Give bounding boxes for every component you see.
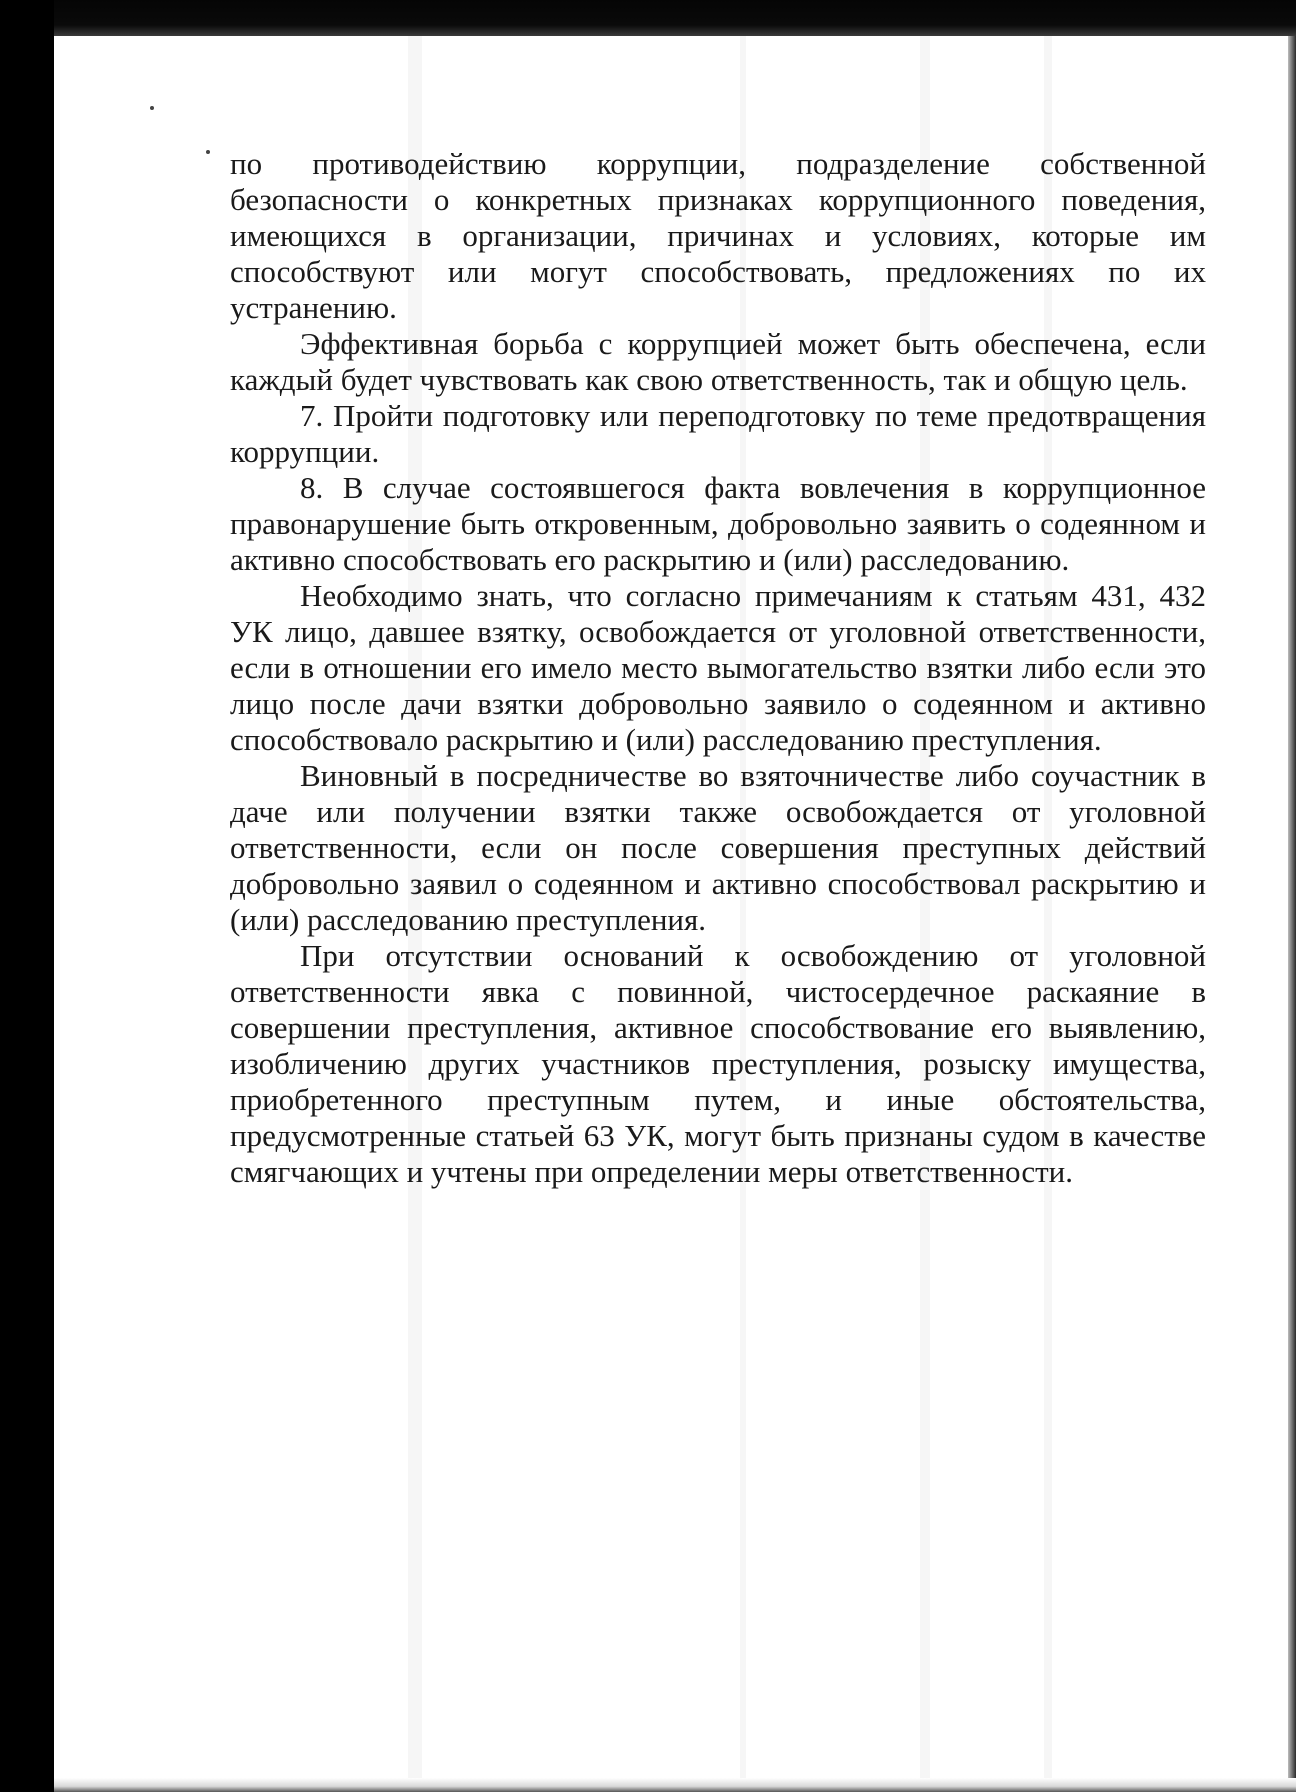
paragraph-effective-fight: Эффективная борьба с коррупцией может быть обеспечена, если каждый будет чувствовать как свою ответственность, так и общую цель. xyxy=(230,326,1206,397)
scan-bottom-edge xyxy=(54,1778,1296,1792)
scan-left-margin xyxy=(0,0,54,1792)
paragraph-continuation: по противодействию коррупции, подразделение собственной безопасности о конкретных признаках коррупционного поведения, имеющихся в организации, причинах и условиях, которые им способствуют или могут способствовать, предложениях по их устранению. xyxy=(230,146,1206,325)
scan-right-edge xyxy=(1288,36,1296,1792)
scan-speck xyxy=(150,106,154,110)
paragraph-articles-431-432: Необходимо знать, что согласно примечаниям к статьям 431, 432 УК лицо, давшее взятку, освобождается от уголовной ответственности, если в отношении его имело место вымогательство взятки либо если это лицо после дачи взятки добровольно заявило о содеянном и активно способствовало раскрытию и (или) расследованию преступления. xyxy=(230,578,1206,757)
paragraph-mitigating-circumstances: При отсутствии оснований к освобождению от уголовной ответственности явка с повинной, чистосердечное раскаяние в совершении преступления, активное способствование его выявлению, изобличению других участников преступления, розыску имущества, приобретенного преступным путем, и иные обстоятельства, предусмотренные статьей 63 УК, могут быть признаны судом в качестве смягчающих и учтены при определении меры ответственности. xyxy=(230,938,1206,1189)
scan-speck xyxy=(206,150,210,154)
document-body xyxy=(230,146,1206,1190)
paragraph-item-8: 8. В случае состоявшегося факта вовлечения в коррупционное правонарушение быть откровенным, добровольно заявить о содеянном и активно способствовать его раскрытию и (или) расследованию. xyxy=(230,470,1206,577)
scan-top-bar xyxy=(54,0,1296,36)
paragraph-item-7: 7. Пройти подготовку или переподготовку по теме предотвращения коррупции. xyxy=(230,398,1206,469)
paragraph-intermediary: Виновный в посредничестве во взяточничестве либо соучастник в даче или получении взятки также освобождается от уголовной ответственности, если он после совершения преступных действий добровольно заявил о содеянном и активно способствовал раскрытию и (или) расследованию преступления. xyxy=(230,758,1206,937)
